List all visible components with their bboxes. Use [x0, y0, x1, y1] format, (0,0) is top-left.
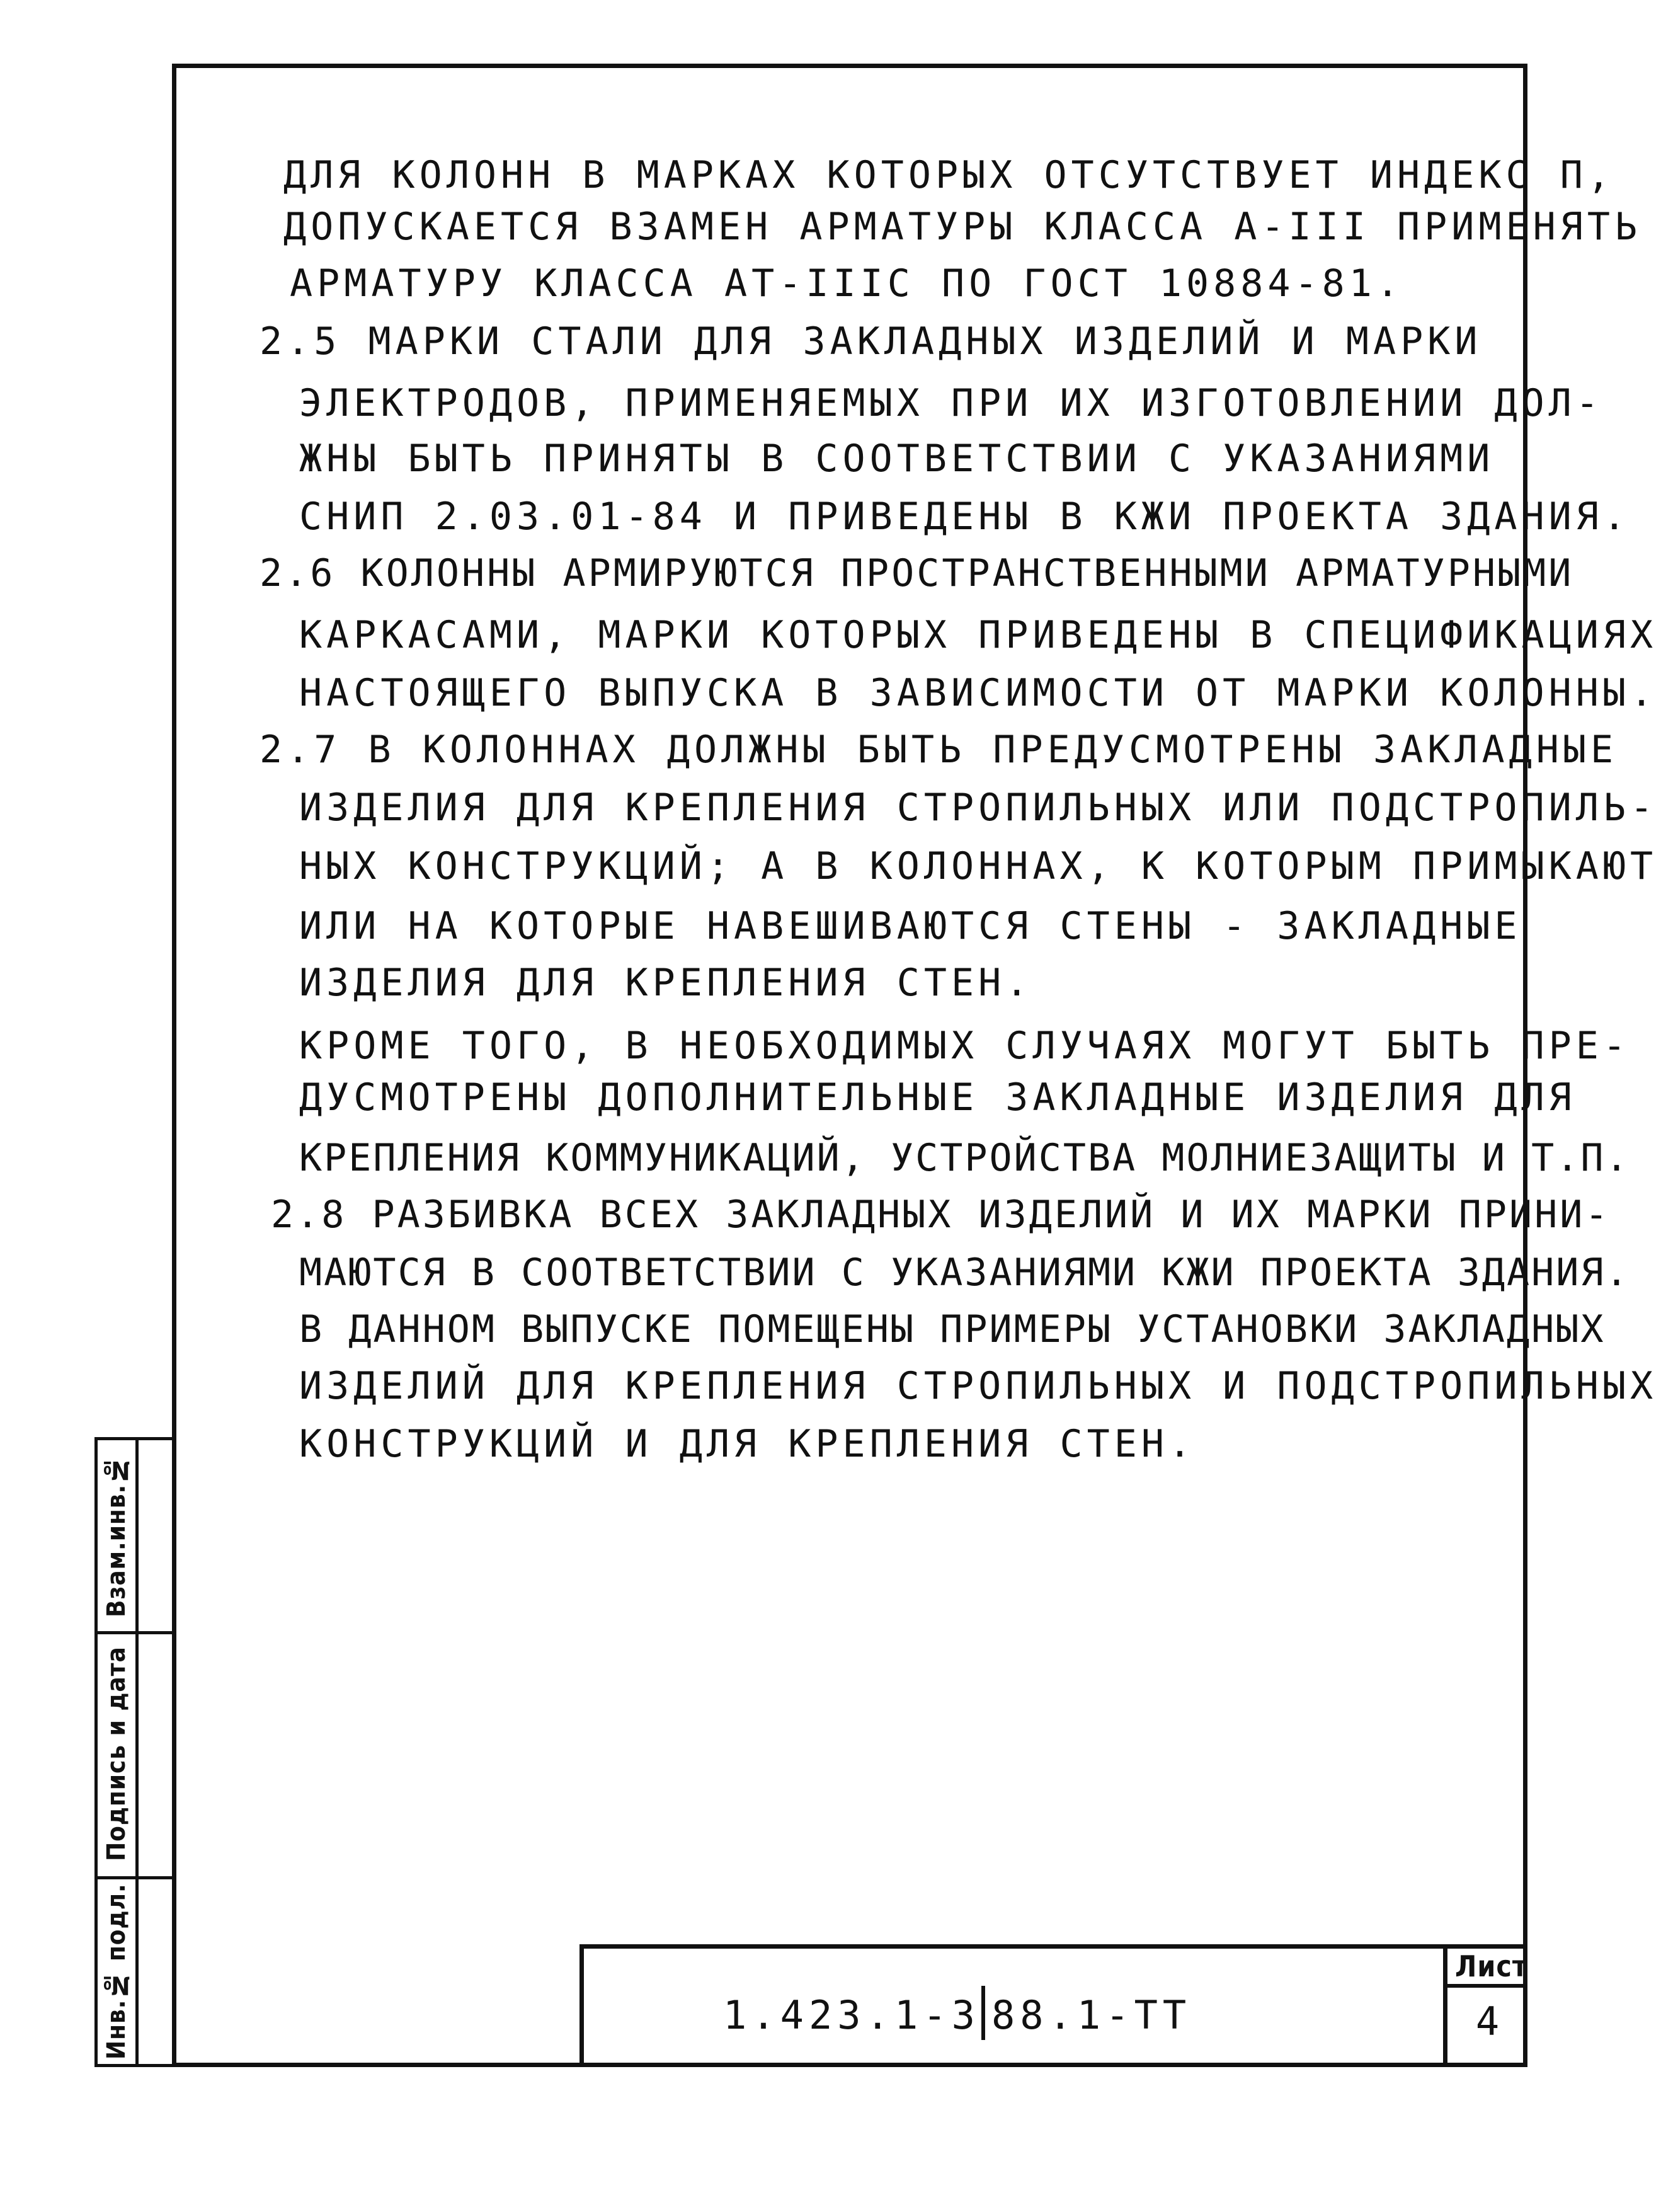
stamp-signature-date-label: Подпись и дата	[102, 1646, 131, 1861]
stamp-vzam-inv-label: Взам.инв.№	[102, 1454, 131, 1617]
text-line: КОНСТРУКЦИЙ И ДЛЯ КРЕПЛЕНИЯ СТЕН.	[299, 1422, 1196, 1466]
text-line: 2.5 МАРКИ СТАЛИ ДЛЯ ЗАКЛАДНЫХ ИЗДЕЛИЙ И МАРКИ	[260, 319, 1482, 364]
text-line: АРМАТУРУ КЛАССА АТ-IIIС ПО ГОСТ 10884-81.	[290, 261, 1404, 306]
text-line: ИЗДЕЛИЯ ДЛЯ КРЕПЛЕНИЯ СТРОПИЛЬНЫХ ИЛИ ПОДСТРОПИЛЬ-	[299, 786, 1658, 830]
text-line: ИЛИ НА КОТОРЫЕ НАВЕШИВАЮТСЯ СТЕНЫ - ЗАКЛАДНЫЕ	[299, 904, 1522, 948]
code-separator	[981, 1986, 985, 2040]
text-line: НЫХ КОНСТРУКЦИЙ; А В КОЛОННАХ, К КОТОРЫМ ПРИМЫКАЮТ	[299, 844, 1658, 888]
text-line: ЖНЫ БЫТЬ ПРИНЯТЫ В СООТВЕТСТВИИ С УКАЗАНИЯМИ	[299, 437, 1495, 481]
sheet-box-divider	[1447, 1984, 1527, 1988]
text-line: ИЗДЕЛИЯ ДЛЯ КРЕПЛЕНИЯ СТЕН.	[299, 961, 1033, 1005]
document-code-left: 1.423.1-3	[723, 1992, 980, 2038]
sheet-label: Лист	[1455, 1949, 1528, 1983]
text-line: КРЕПЛЕНИЯ КОММУНИКАЦИЙ, УСТРОЙСТВА МОЛНИЕЗАЩИТЫ И Т.П.	[299, 1136, 1630, 1180]
text-line: ДУСМОТРЕНЫ ДОПОЛНИТЕЛЬНЫЕ ЗАКЛАДНЫЕ ИЗДЕЛИЯ ДЛЯ	[299, 1075, 1576, 1120]
stamp-inv-podl-label: Инв.№ подл.	[102, 1883, 131, 2060]
text-line: СНИП 2.03.01-84 И ПРИВЕДЕНЫ В КЖИ ПРОЕКТА ЗДАНИЯ.	[299, 495, 1631, 539]
text-line: НАСТОЯЩЕГО ВЫПУСКА В ЗАВИСИМОСТИ ОТ МАРКИ КОЛОННЫ.	[299, 671, 1658, 715]
text-line: В ДАННОМ ВЫПУСКЕ ПОМЕЩЕНЫ ПРИМЕРЫ УСТАНОВКИ ЗАКЛАДНЫХ	[299, 1307, 1606, 1351]
text-line: МАЮТСЯ В СООТВЕТСТВИИ С УКАЗАНИЯМИ КЖИ ПРОЕКТА ЗДАНИЯ.	[299, 1251, 1630, 1295]
sheet-box	[1443, 1944, 1527, 2067]
text-line: ЭЛЕКТРОДОВ, ПРИМЕНЯЕМЫХ ПРИ ИХ ИЗГОТОВЛЕНИИ ДОЛ-	[299, 381, 1603, 425]
sheet-number: 4	[1475, 1998, 1500, 2044]
stamp-column-divider	[135, 1440, 139, 2064]
document-code-right: 88.1-ТТ	[991, 1992, 1192, 2038]
text-line: ДОПУСКАЕТСЯ ВЗАМЕН АРМАТУРЫ КЛАССА А-III ПРИМЕНЯТЬ	[283, 205, 1642, 249]
text-line: КРОМЕ ТОГО, В НЕОБХОДИМЫХ СЛУЧАЯХ МОГУТ БЫТЬ ПРЕ-	[299, 1024, 1631, 1068]
text-line: ДЛЯ КОЛОНН В МАРКАХ КОТОРЫХ ОТСУТСТВУЕТ ИНДЕКС П,	[283, 153, 1615, 197]
text-line: 2.6 КОЛОННЫ АРМИРУЮТСЯ ПРОСТРАНСТВЕННЫМИ АРМАТУРНЫМИ	[260, 551, 1574, 595]
text-line: 2.8 РАЗБИВКА ВСЕХ ЗАКЛАДНЫХ ИЗДЕЛИЙ И ИХ МАРКИ ПРИНИ-	[271, 1193, 1611, 1237]
text-line: 2.7 В КОЛОННАХ ДОЛЖНЫ БЫТЬ ПРЕДУСМОТРЕНЫ ЗАКЛАДНЫЕ	[260, 728, 1618, 772]
text-line: ИЗДЕЛИЙ ДЛЯ КРЕПЛЕНИЯ СТРОПИЛЬНЫХ И ПОДСТРОПИЛЬНЫХ	[299, 1364, 1658, 1408]
text-line: КАРКАСАМИ, МАРКИ КОТОРЫХ ПРИВЕДЕНЫ В СПЕЦИФИКАЦИЯХ	[299, 613, 1658, 657]
left-stamp	[94, 1437, 176, 2067]
document-code	[723, 1986, 1191, 2040]
